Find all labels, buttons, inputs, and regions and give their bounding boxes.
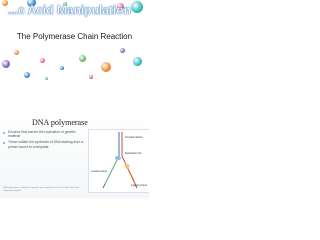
decorative-dot (24, 72, 30, 78)
decorative-dot (14, 50, 19, 55)
figure-label: Template Strand (125, 136, 143, 139)
slide-1-subtitle: The Polymerase Chain Reaction (16, 32, 133, 41)
decorative-dot (2, 60, 10, 68)
decorative-dot (60, 66, 64, 70)
slide-2-title: DNA polymerase (32, 118, 88, 127)
bullet-item: Enzyme that carries the replication of genetic material (3, 130, 88, 139)
dna-replication-figure (88, 129, 149, 193)
decorative-dot (40, 58, 45, 63)
figure-label: Replication fork (125, 152, 142, 155)
slide-1-title: ...c Acid Manipulation (8, 3, 131, 17)
decorative-dot (120, 48, 125, 53)
dna-replication-diagram (89, 130, 149, 192)
figure-label: Leading strand (91, 170, 107, 173)
slide-thumbnails (0, 0, 149, 198)
bullet-item: These initiate the synthesis of DNA starting from a primer bound to a template (3, 140, 88, 149)
decorative-dot (89, 75, 93, 79)
slide-1[interactable] (0, 0, 149, 84)
slide-2[interactable] (0, 110, 149, 198)
bullet-list (3, 130, 88, 151)
decorative-dot (133, 57, 142, 66)
figure-label: Lagging strand (131, 184, 147, 187)
decorative-dot (101, 62, 111, 72)
decorative-dot (131, 1, 143, 13)
decorative-dot (45, 77, 48, 80)
slide-2-footnote: DNA replication is initiated at specific sites, replication occurs in both directions along the template (3, 187, 80, 192)
decorative-dot (79, 55, 86, 62)
